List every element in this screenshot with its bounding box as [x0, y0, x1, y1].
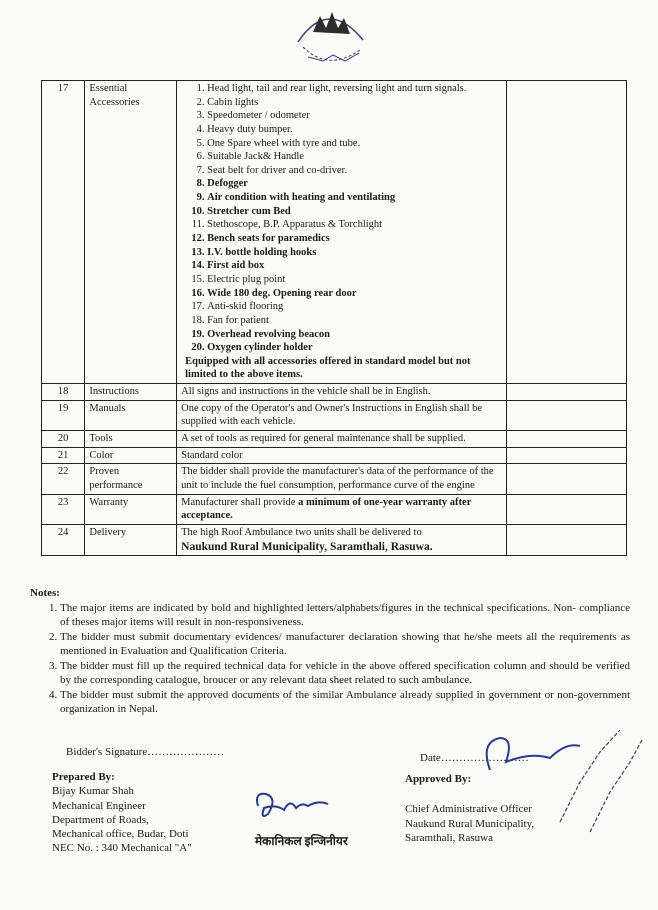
accessories-footer: Equipped with all accessories offered in standard model but not limited to the above items.	[185, 355, 471, 381]
item-name: Instructions	[85, 384, 177, 401]
row-number: 17	[42, 81, 85, 384]
row-number: 24	[42, 524, 85, 556]
accessory-item: 15. Electric plug point	[207, 273, 502, 287]
spec-text: Standard color	[177, 447, 507, 464]
table-row	[42, 447, 627, 464]
approved-line: Chief Administrative Officer	[405, 803, 532, 816]
row-number: 20	[42, 431, 85, 448]
prepared-line: Department of Roads,	[52, 813, 149, 826]
accessory-item: 10. Stretcher cum Bed	[207, 205, 502, 219]
accessory-item: 16. Wide 180 deg. Opening rear door	[207, 287, 502, 301]
offered-cell	[506, 400, 626, 430]
note-item: 1. The major items are indicated by bold and highlighted letters/alphabets/figures in the technical specifications. Non- compliance of theses major items will result in non-responsiveness.	[60, 601, 630, 630]
accessory-item: 18. Fan for patient	[207, 314, 502, 328]
row-number: 18	[42, 384, 85, 401]
note-item: 2. The bidder must submit documentary evidences/ manufacturer declaration showing that he/she meets all the requirements as mentioned in Evaluation and Qualification Criteria.	[60, 630, 630, 659]
table-row	[42, 494, 627, 524]
table-row	[42, 81, 627, 384]
prepared-line: NEC No. : 340 Mechanical "A"	[52, 842, 192, 855]
spec-text: The bidder shall provide the manufacturer's data of the performance of the unit to include the fuel consumption, performance curve of the engine	[177, 464, 507, 494]
offered-cell	[506, 447, 626, 464]
item-name: Essential Accessories	[85, 81, 177, 384]
accessory-item: 6. Suitable Jack& Handle	[207, 150, 502, 164]
note-item: 4. The bidder must submit the approved documents of the similar Ambulance already supplied in government or non-government organization in Nepal.	[60, 688, 630, 717]
notes-title: Notes:	[30, 587, 60, 599]
accessories-list	[177, 81, 507, 384]
item-name: Color	[85, 447, 177, 464]
accessory-item: 8. Defogger	[207, 177, 502, 191]
offered-cell	[506, 524, 626, 556]
accessory-item: 1. Head light, tail and rear light, reversing light and turn signals.	[207, 82, 502, 96]
accessory-items	[181, 82, 502, 355]
prepared-line: Bijay Kumar Shah	[52, 785, 134, 798]
prepared-heading: Prepared By:	[52, 771, 115, 783]
accessory-item: 3. Speedometer / odometer	[207, 109, 502, 123]
prepared-by-block	[52, 770, 192, 856]
item-name: Proven performance	[85, 464, 177, 494]
offered-cell	[506, 494, 626, 524]
accessory-item: 9. Air condition with heating and ventilating	[207, 191, 502, 205]
table-row	[42, 524, 627, 556]
offered-cell	[506, 384, 626, 401]
approved-line: Naukund Rural Municipality,	[405, 817, 535, 830]
row-number: 23	[42, 494, 85, 524]
accessory-item: 5. One Spare wheel with tyre and tube.	[207, 137, 502, 151]
offered-cell	[506, 464, 626, 494]
accessory-item: 11. Stethoscope, B.P. Apparatus & Torchlight	[207, 218, 502, 232]
spec-text	[177, 494, 507, 524]
table-row	[42, 464, 627, 494]
note-item: 3. The bidder must fill up the required technical data for vehicle in the above offered specification column and should be verified by the corresponding catalogue, broucer or any relevant data sheet related to such ambulance.	[60, 659, 630, 688]
accessory-item: 13. I.V. bottle holding hooks	[207, 246, 502, 260]
accessory-item: 19. Overhead revolving beacon	[207, 328, 502, 342]
row-number: 21	[42, 447, 85, 464]
item-name: Warranty	[85, 494, 177, 524]
accessory-item: 2. Cabin lights	[207, 96, 502, 110]
table-row	[42, 384, 627, 401]
offered-cell	[506, 431, 626, 448]
warranty-text: Manufacturer shall provide	[181, 496, 299, 508]
accessory-item: 20. Oxygen cylinder holder	[207, 341, 502, 355]
offered-cell	[506, 81, 626, 384]
spec-text: One copy of the Operator's and Owner's Instructions in English shall be supplied with each vehicle.	[177, 400, 507, 430]
notes-list	[30, 601, 630, 717]
spec-table	[41, 80, 627, 556]
bidder-signature-line: Bidder's Signature…………………	[66, 746, 225, 758]
notes-section	[30, 586, 630, 717]
approver-signature-and-stamp	[470, 722, 650, 842]
spec-text: All signs and instructions in the vehicle shall be in English.	[177, 384, 507, 401]
approved-line: Saramthali, Rasuwa	[405, 831, 493, 844]
municipality-seal	[268, 2, 388, 82]
date-line: Date……………………	[420, 752, 529, 764]
accessory-item: 14. First aid box	[207, 259, 502, 273]
prepared-line: Mechanical office, Budar, Doti	[52, 828, 189, 841]
warranty-bold: a minimum of one-year warranty after acceptance.	[181, 496, 472, 522]
accessory-item: 17. Anti-skid flooring	[207, 300, 502, 314]
item-name: Tools	[85, 431, 177, 448]
spec-text	[177, 524, 507, 556]
spec-text: A set of tools as required for general maintenance shall be supplied.	[177, 431, 507, 448]
item-name: Manuals	[85, 400, 177, 430]
devanagari-stamp: मेकानिकल इन्जिनीयर	[255, 834, 348, 848]
engineer-signature	[248, 784, 338, 828]
table-row	[42, 400, 627, 430]
prepared-line: Mechanical Engineer	[52, 799, 146, 812]
accessory-item: 12. Bench seats for paramedics	[207, 232, 502, 246]
table-row	[42, 431, 627, 448]
delivery-text: The high Roof Ambulance two units shall be delivered to	[181, 526, 422, 538]
accessory-item: 7. Seat belt for driver and co-driver.	[207, 164, 502, 178]
item-name: Delivery	[85, 524, 177, 556]
accessory-item: 4. Heavy duty bumper.	[207, 123, 502, 137]
row-number: 19	[42, 400, 85, 430]
row-number: 22	[42, 464, 85, 494]
approved-heading: Approved By:	[405, 773, 472, 785]
delivery-location: Naukund Rural Municipality, Saramthali, Rasuwa.	[181, 540, 433, 553]
